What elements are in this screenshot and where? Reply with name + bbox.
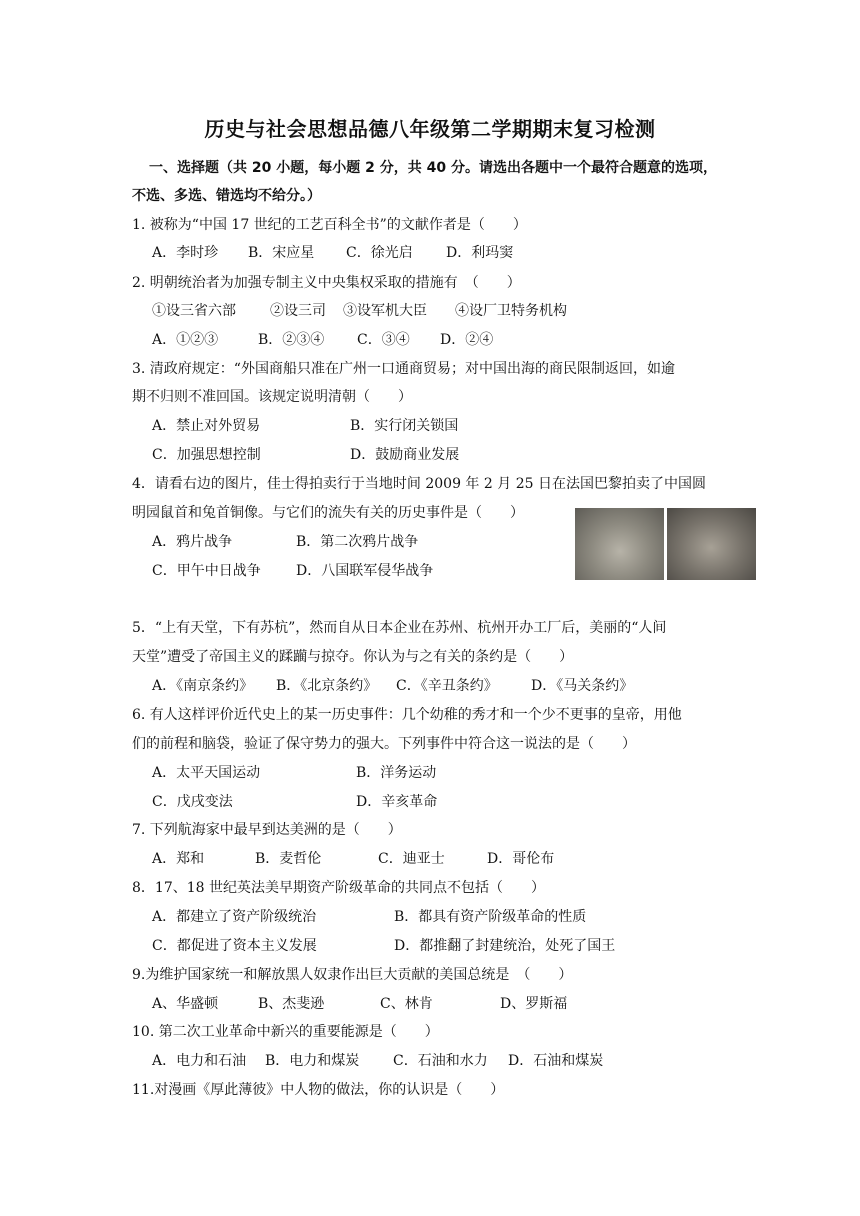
question-2-stem: 2. 明朝统治者为加强专制主义中央集权采取的措施有 （ ） <box>132 275 521 291</box>
q3-option-a: A．禁止对外贸易 <box>152 418 261 434</box>
q2-option-c: C．③④ <box>357 332 410 348</box>
q10-option-d: D．石油和煤炭 <box>508 1053 604 1069</box>
q4-option-c: C．甲午中日战争 <box>152 563 261 579</box>
question-6-stem-line1: 6. 有人这样评价近代史上的某一历史事件：几个幼稚的秀才和一个少不更事的皇帝，用他 <box>132 707 682 723</box>
q8-option-c: C．都促进了资本主义发展 <box>152 938 317 954</box>
q8-option-a: A．都建立了资产阶级统治 <box>152 909 317 925</box>
q9-option-d: D、罗斯福 <box>500 996 568 1012</box>
q7-option-c: C．迪亚士 <box>378 851 445 867</box>
section-heading-line2: 不选、多选、错选均不给分。） <box>132 188 321 204</box>
photo-divider <box>664 508 667 580</box>
q2-option-d: D．②④ <box>440 332 494 348</box>
q2-item-3: ③设军机大臣 <box>343 303 427 319</box>
section-heading-line1: 一、选择题（共 20 小题，每小题 2 分，共 40 分。请选出各题中一个最符合题意的选项， <box>149 160 717 176</box>
q9-option-a: A、华盛顿 <box>152 996 219 1012</box>
q3-option-d: D．鼓励商业发展 <box>350 447 460 463</box>
question-1-stem: 1. 被称为“中国 17 世纪的工艺百科全书”的文献作者是（ ） <box>132 217 527 233</box>
q6-option-b: B．洋务运动 <box>356 765 437 781</box>
q6-option-c: C．戊戌变法 <box>152 794 233 810</box>
question-10-stem: 10. 第二次工业革命中新兴的重要能源是（ ） <box>132 1024 439 1040</box>
q2-item-4: ④设厂卫特务机构 <box>455 303 567 319</box>
q5-option-c: C．《辛丑条约》 <box>396 678 498 694</box>
question-6-stem-line2: 们的前程和脑袋，验证了保守势力的强大。下列事件中符合这一说法的是（ ） <box>132 736 636 752</box>
question-11-stem: 11.对漫画《厚此薄彼》中人物的做法，你的认识是（ ） <box>132 1082 505 1098</box>
q10-option-c: C．石油和水力 <box>393 1053 488 1069</box>
q9-option-c: C、林肯 <box>380 996 433 1012</box>
page-title: 历史与社会思想品德八年级第二学期期末复习检测 <box>204 117 656 141</box>
rabbit-head-image <box>666 508 756 580</box>
q5-option-b: B．《北京条约》 <box>276 678 378 694</box>
question-4-stem-line2: 明园鼠首和兔首铜像。与它们的流失有关的历史事件是（ ） <box>132 505 524 521</box>
bronze-heads-photo <box>575 508 756 580</box>
q1-option-d: D．利玛窦 <box>446 245 514 261</box>
q2-item-1: ①设三省六部 <box>152 303 236 319</box>
question-7-stem: 7. 下列航海家中最早到达美洲的是（ ） <box>132 822 402 838</box>
q3-option-b: B．实行闭关锁国 <box>350 418 459 434</box>
q5-option-d: D．《马关条约》 <box>531 678 634 694</box>
question-5-stem-line2: 天堂”遭受了帝国主义的蹂躏与掠夺。你认为与之有关的条约是（ ） <box>132 649 574 665</box>
q8-option-b: B．都具有资产阶级革命的性质 <box>394 909 587 925</box>
q1-option-c: C．徐光启 <box>346 245 413 261</box>
q8-option-d: D．都推翻了封建统治，处死了国王 <box>394 938 616 954</box>
q6-option-d: D．辛亥革命 <box>356 794 438 810</box>
q7-option-d: D．哥伦布 <box>487 851 555 867</box>
q1-option-b: B．宋应星 <box>248 245 315 261</box>
q4-option-d: D．八国联军侵华战争 <box>296 563 434 579</box>
q6-option-a: A．太平天国运动 <box>152 765 261 781</box>
q2-option-b: B．②③④ <box>258 332 325 348</box>
q7-option-b: B．麦哲伦 <box>255 851 322 867</box>
rat-head-image <box>575 508 665 580</box>
q9-option-b: B、杰斐逊 <box>258 996 325 1012</box>
q1-option-a: A．李时珍 <box>152 245 219 261</box>
q4-option-b: B．第二次鸦片战争 <box>296 534 419 550</box>
question-9-stem: 9.为维护国家统一和解放黑人奴隶作出巨大贡献的美国总统是 （ ） <box>132 967 573 983</box>
question-5-stem-line1: 5．“上有天堂，下有苏杭”，然而自从日本企业在苏州、杭州开办工厂后，美丽的“人间 <box>132 620 667 636</box>
q7-option-a: A．郑和 <box>152 851 205 867</box>
q2-item-2: ②设三司 <box>270 303 326 319</box>
q2-option-a: A．①②③ <box>152 332 219 348</box>
question-4-stem-line1: 4．请看右边的图片，佳士得拍卖行于当地时间 2009 年 2 月 25 日在法国巴黎拍卖了中国圆 <box>132 476 706 492</box>
question-3-stem-line1: 3. 清政府规定：“外国商船只准在广州一口通商贸易；对中国出海的商民限制返回，如逾 <box>132 361 675 377</box>
q4-option-a: A．鸦片战争 <box>152 534 233 550</box>
q5-option-a: A．《南京条约》 <box>152 678 254 694</box>
question-8-stem: 8．17、18 世纪英法美早期资产阶级革命的共同点不包括（ ） <box>132 880 545 896</box>
q10-option-a: A．电力和石油 <box>152 1053 247 1069</box>
q10-option-b: B．电力和煤炭 <box>265 1053 360 1069</box>
question-3-stem-line2: 期不归则不准回国。该规定说明清朝（ ） <box>132 389 412 405</box>
q3-option-c: C．加强思想控制 <box>152 447 261 463</box>
